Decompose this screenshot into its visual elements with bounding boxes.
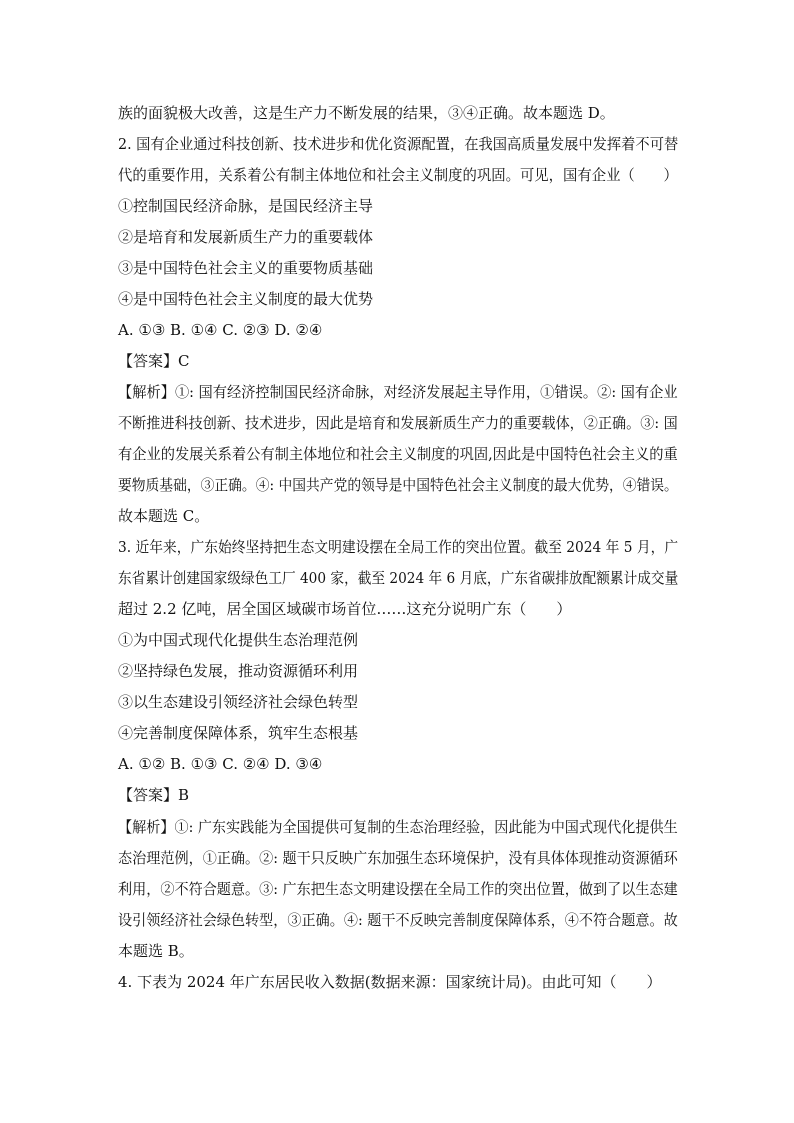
text-line: ③是中国特色社会主义的重要物质基础 <box>118 259 374 277</box>
text-line: ④完善制度保障体系，筑牢生态根基 <box>118 724 359 742</box>
text-line: ②坚持绿色发展，推动资源循环利用 <box>118 662 359 680</box>
text-line: 利用，②不符合题意。③: 广东把生态文明建设摆在全局工作的突出位置，做到了以生态建 <box>118 880 678 898</box>
answer-label: 【答案】B <box>118 786 190 804</box>
text-line: 【解析】①: 广东实践能为全国提供可复制的生态治理经验，因此能为中国式现代化提供生 <box>118 818 678 836</box>
text-line: 代的重要作用，关系着公有制主体地位和社会主义制度的巩固。可见，国有企业（ ） <box>118 166 678 184</box>
text-line: ④是中国特色社会主义制度的最大优势 <box>118 290 374 308</box>
text-line: 本题选 B。 <box>118 942 194 960</box>
text-line: 要物质基础，③正确。④: 中国共产党的领导是中国特色社会主义制度的最大优势，④错误。 <box>118 476 678 494</box>
text-line: 族的面貌极大改善，这是生产力不断发展的结果，③④正确。故本题选 D。 <box>118 104 615 122</box>
text-line: A. ①③ B. ①④ C. ②③ D. ②④ <box>118 321 323 339</box>
text-line: 3. 近年来，广东始终坚持把生态文明建设摆在全局工作的突出位置。截至 2024 年 5 月，广 <box>118 538 679 556</box>
text-line: 有企业的发展关系着公有制主体地位和社会主义制度的巩固,因此是中国特色社会主义的重 <box>118 445 678 463</box>
text-line: ③以生态建设引领经济社会绿色转型 <box>118 693 359 711</box>
answer-label: 【答案】C <box>118 352 190 370</box>
text-line: 超过 2.2 亿吨，居全国区域碳市场首位……这充分说明广东（ ） <box>118 600 572 618</box>
text-line: 态治理范例，①正确。②: 题干只反映广东加强生态环境保护，没有具体体现推动资源循环 <box>118 849 678 867</box>
text-line: ②是培育和发展新质生产力的重要载体 <box>118 228 374 246</box>
text-line: 4. 下表为 2024 年广东居民收入数据(数据来源：国家统计局)。由此可知（ ） <box>118 973 662 991</box>
text-line: 设引领经济社会绿色转型，③正确。④: 题干不反映完善制度保障体系，④不符合题意。故 <box>118 911 678 929</box>
text-line: 【解析】①: 国有经济控制国民经济命脉，对经济发展起主导作用，①错误。②: 国有企业 <box>118 383 678 401</box>
text-line: A. ①② B. ①③ C. ②④ D. ③④ <box>118 755 323 773</box>
text-line: 2. 国有企业通过科技创新、技术进步和优化资源配置，在我国高质量发展中发挥着不可替 <box>118 135 679 153</box>
text-line: 东省累计创建国家级绿色工厂 400 家，截至 2024 年 6 月底，广东省碳排放配额累计成交量 <box>118 569 679 587</box>
text-line: 不断推进科技创新、技术进步，因此是培育和发展新质生产力的重要载体，②正确。③: 国 <box>118 414 678 432</box>
text-line: 故本题选 C。 <box>118 507 210 525</box>
text-line: ①为中国式现代化提供生态治理范例 <box>118 631 359 649</box>
text-line: ①控制国民经济命脉，是国民经济主导 <box>118 197 374 215</box>
